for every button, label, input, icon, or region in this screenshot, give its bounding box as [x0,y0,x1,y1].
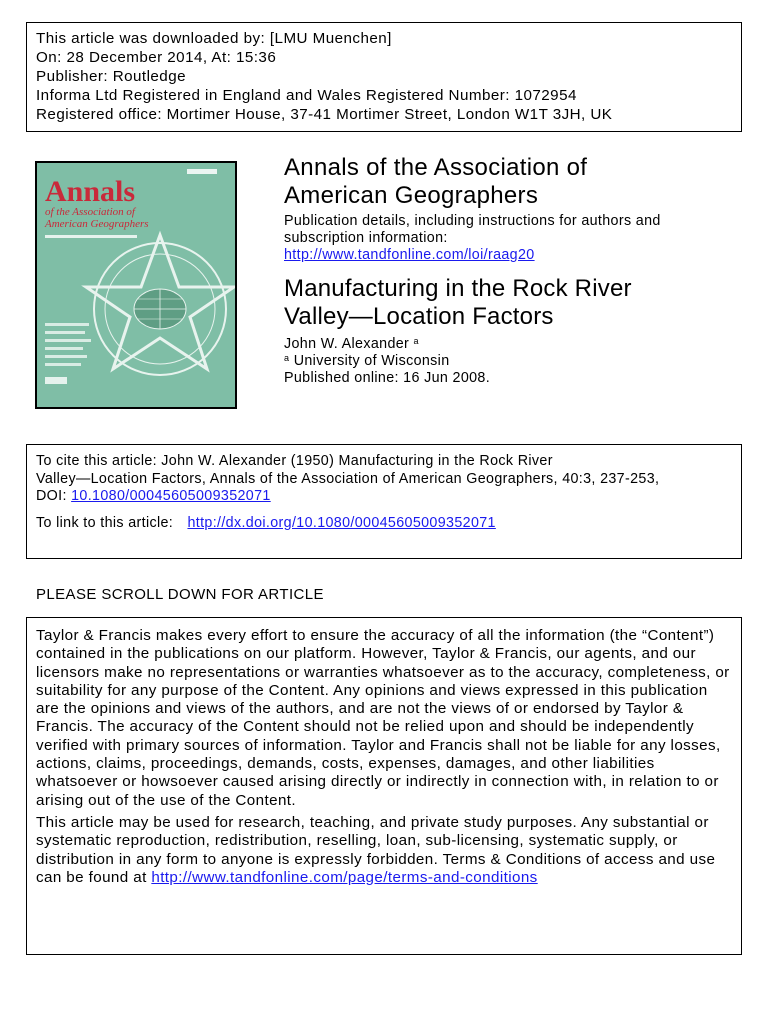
citation-box [26,444,742,559]
author-name: John W. Alexander [284,336,410,352]
svg-text:Annals: Annals [45,175,136,208]
terms-and-conditions-link[interactable]: http://www.tandfonline.com/page/terms-and-conditions [151,868,538,886]
published-online-date: Published online: 16 Jun 2008. [284,370,491,386]
cover-artwork [37,163,235,407]
registered-office-line: Registered office: Mortimer House, 37-41 Mortimer Street, London W1T 3JH, UK [36,106,613,123]
journal-url-link[interactable]: http://www.tandfonline.com/loi/raag20 [284,247,535,263]
article-title-line: Valley—Location Factors [284,303,554,330]
citation-line: To cite this article: John W. Alexander (1950) Manufacturing in the Rock River [36,453,553,469]
svg-text:American Geographers: American Geographers [45,218,149,230]
affiliation-marker: a [284,353,290,363]
publication-details [284,213,744,264]
journal-title-line: Annals of the Association of [284,154,588,181]
citation-line: Valley—Location Factors, Annals of the Association of American Geographers, 40:3, 237-253, [36,470,660,487]
article-title [284,275,744,331]
article-title-line: Manufacturing in the Rock River [284,275,632,302]
journal-title [284,154,744,210]
registration-line: Informa Ltd Registered in England and Wales Registered Number: 1072954 [36,87,577,104]
svg-text:of the Association of: of the Association of [45,206,135,218]
publication-details-line: Publication details, including instructions for authors and [284,213,661,229]
article-doi-url-link[interactable]: http://dx.doi.org/10.1080/00045605009352071 [187,514,496,531]
publisher-line: Publisher: Routledge [36,68,186,85]
author-affiliation-marker: a [413,336,419,346]
doi-label: DOI: [36,488,67,504]
journal-cover-image [35,161,237,409]
download-info-line: This article was downloaded by: [LMU Muenchen] [36,30,392,47]
scroll-down-notice: PLEASE SCROLL DOWN FOR ARTICLE [36,586,324,603]
disclaimer-paragraph: Taylor & Francis makes every effort to ensure the accuracy of all the information (the “Content”) contained in the publications on our platform. However, Taylor & Francis, our agents, and our licensors make no representations or warranties whatsoever as to the accuracy, completeness, or suitability for any purpose of the Content. Any opinions and views expressed in this publication are the opinions and views of the authors, and are not the views of or endorsed by Taylor & Francis. The accuracy of the Content should not be relied upon and should be independently verified with primary sources of information. Taylor and Francis shall not be liable for any losses, actions, claims, proceedings, demands, costs, expenses, damages, and other liabilities whatsoever or howsoever caused arising directly or indirectly in connection with, in relation to or arising out of the use of the Content. [36,627,730,809]
doi-line [36,488,732,506]
terms-paragraph [36,814,732,887]
article-link-label: To link to this article: [36,514,174,531]
affiliation-name: University of Wisconsin [293,353,450,369]
article-link-line [36,515,732,533]
terms-text: This article may be used for research, teaching, and private study purposes. Any substantial or systematic reproduction, redistribution, reselling, loan, sub-licensing, systematic supply, or distribution in any form to anyone is expressly forbidden. Terms & Conditions of access and use can be found at [36,813,716,886]
download-date-line: On: 28 December 2014, At: 15:36 [36,49,277,66]
download-info-box [26,22,742,132]
affiliation-line [284,353,744,370]
author-line [284,336,744,353]
doi-link[interactable]: 10.1080/00045605009352071 [71,488,271,504]
disclaimer-box [26,617,742,955]
publication-details-line: subscription information: [284,230,448,246]
article-header [284,154,744,387]
journal-title-line: American Geographers [284,182,539,209]
